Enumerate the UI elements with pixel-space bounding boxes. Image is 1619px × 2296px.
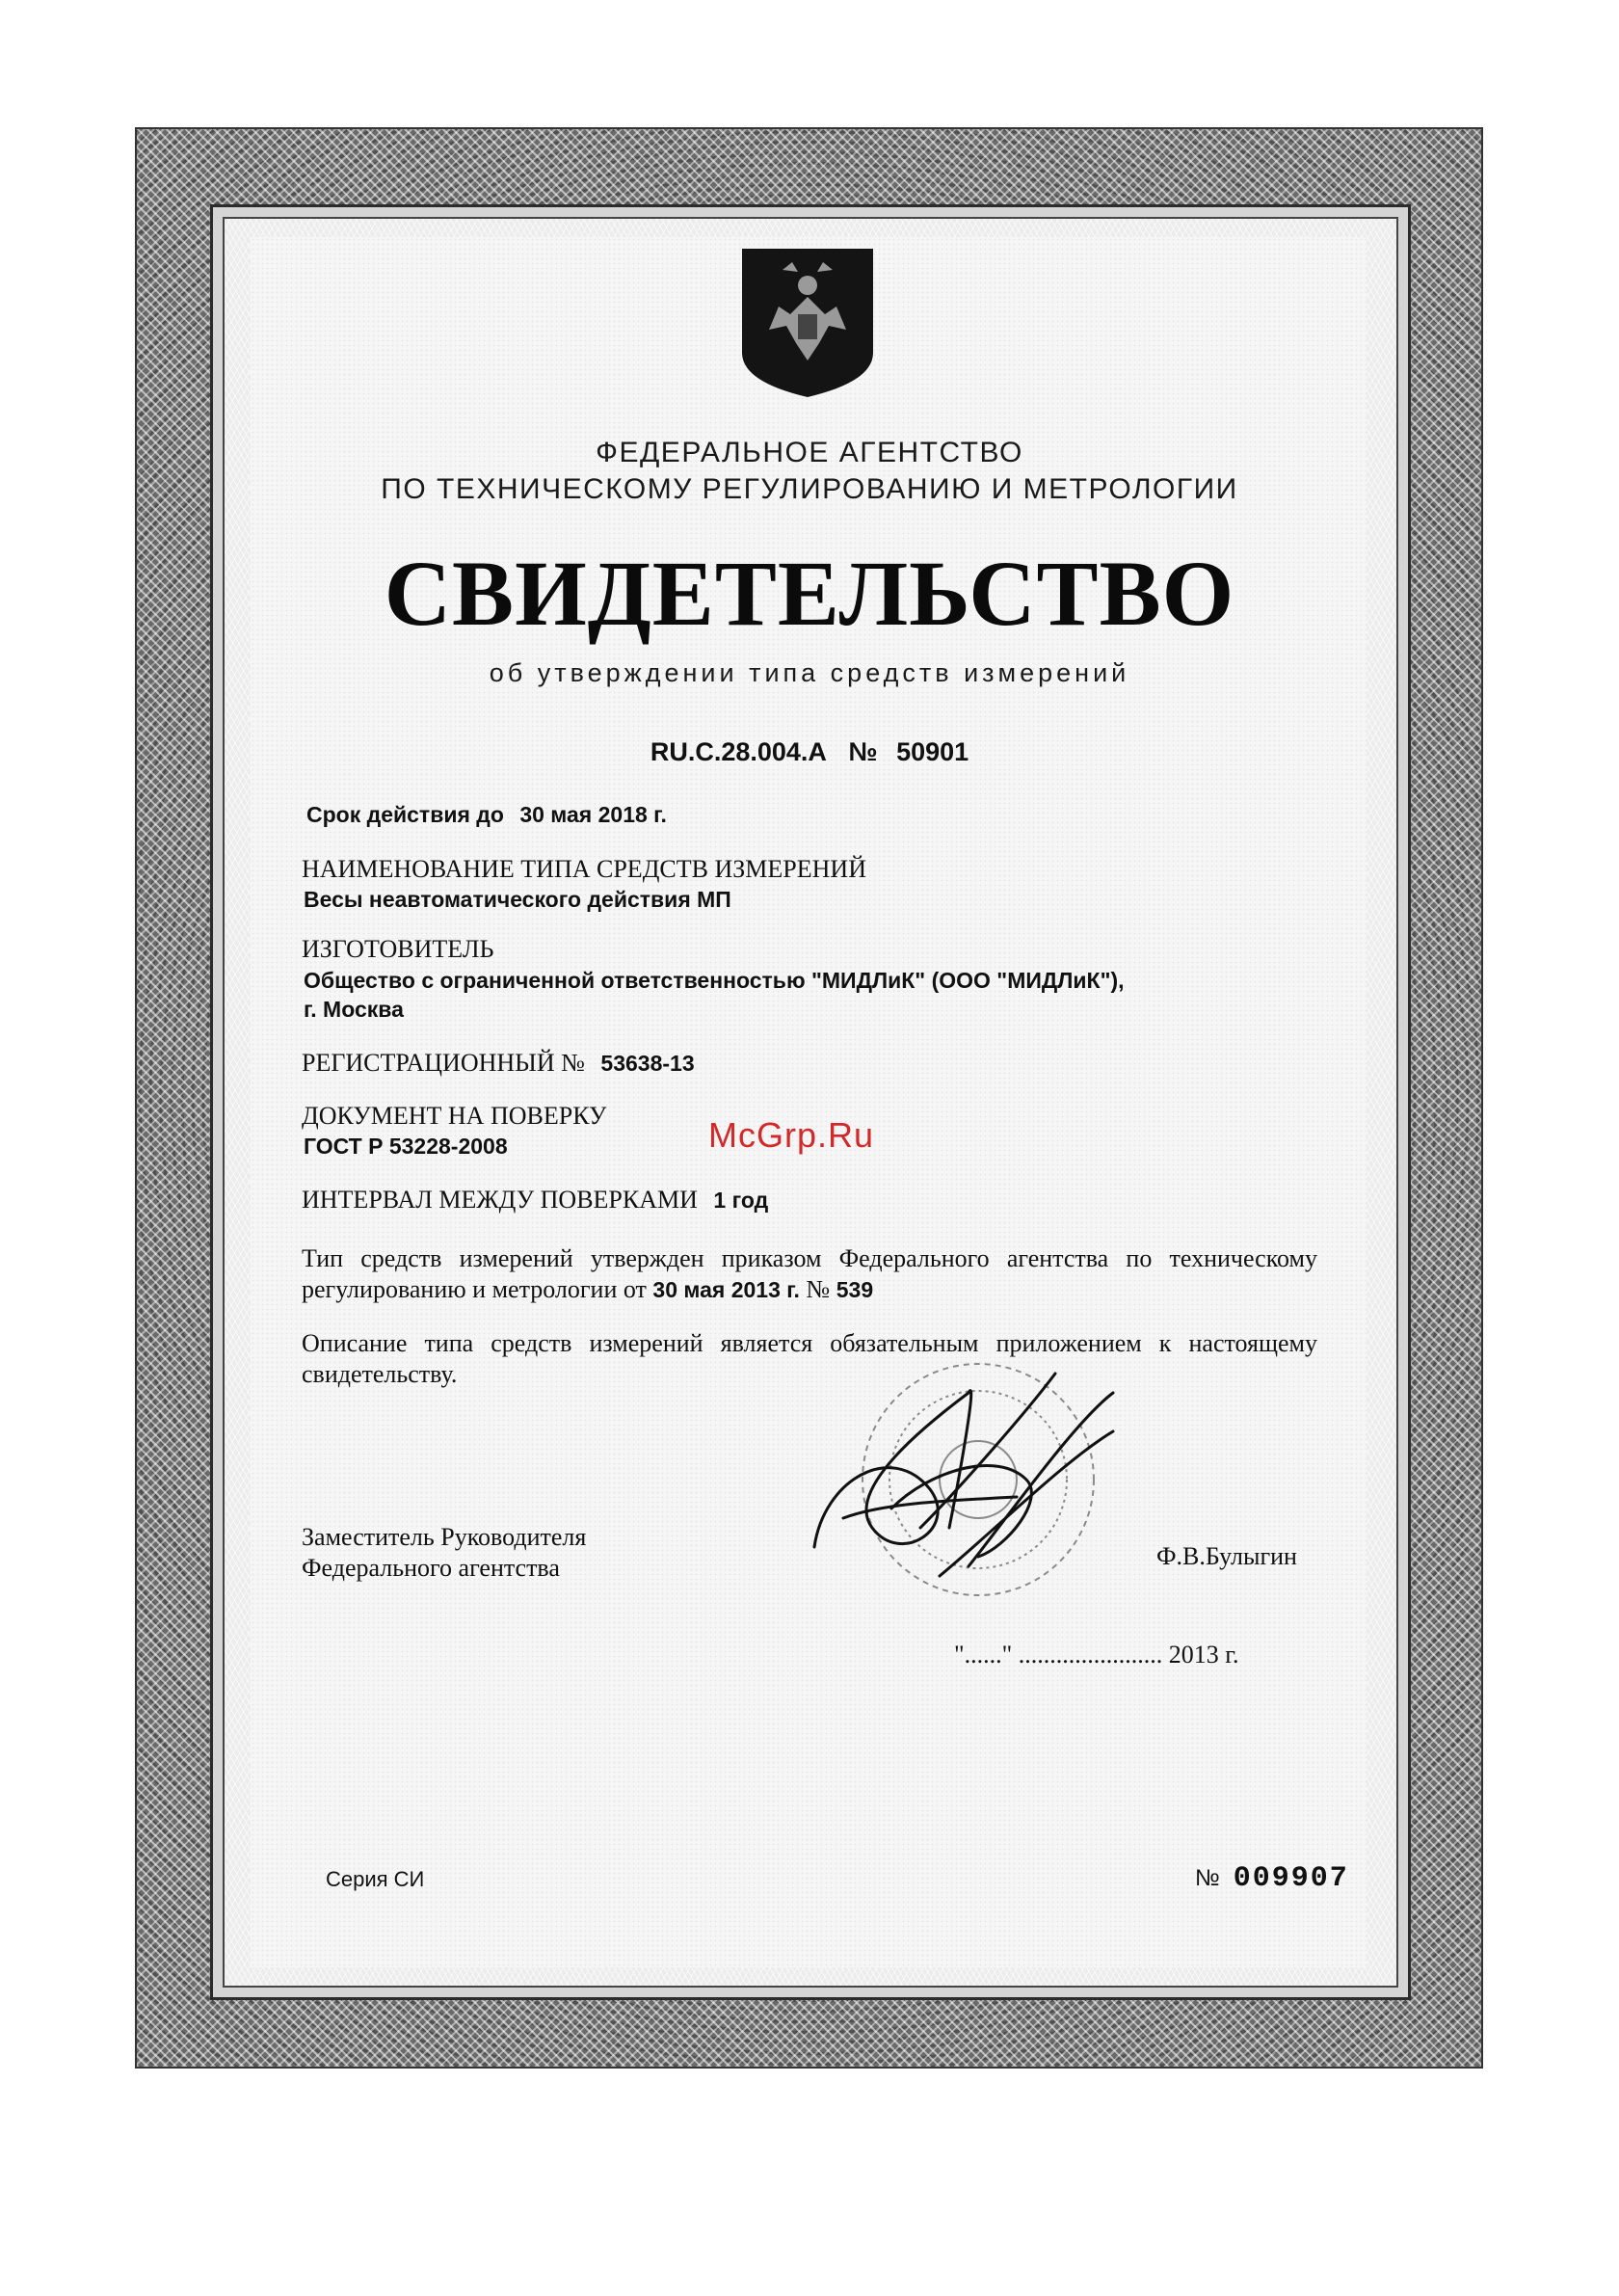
type-name-label: НАИМЕНОВАНИЕ ТИПА СРЕДСТВ ИЗМЕРЕНИЙ bbox=[302, 855, 866, 883]
interval-value: 1 год bbox=[713, 1188, 769, 1213]
certificate-code: RU.C.28.004.A bbox=[650, 737, 826, 766]
signatory-position-line2: Федерального агентства bbox=[302, 1554, 560, 1582]
document-subtitle: об утверждении типа средств измерений bbox=[489, 658, 1130, 687]
approval-date: 30 мая 2013 г. bbox=[652, 1277, 800, 1302]
validity-label: Срок действия до bbox=[306, 802, 504, 827]
verification-doc-value: ГОСТ Р 53228-2008 bbox=[304, 1134, 508, 1159]
coat-of-arms-icon bbox=[740, 247, 875, 399]
series-label: Серия СИ bbox=[326, 1867, 425, 1891]
blank-number bbox=[1195, 1862, 1349, 1895]
watermark: McGrp.Ru bbox=[708, 1115, 875, 1155]
approval-order: 539 bbox=[836, 1277, 874, 1302]
interval-label: ИНТЕРВАЛ МЕЖДУ ПОВЕРКАМИ bbox=[302, 1186, 698, 1214]
manufacturer-label: ИЗГОТОВИТЕЛЬ bbox=[302, 935, 494, 963]
signature-date-line: "......" ....................... 2013 г. bbox=[954, 1641, 1239, 1669]
registration bbox=[302, 1049, 695, 1078]
agency-name-line2: ПО ТЕХНИЧЕСКОМУ РЕГУЛИРОВАНИЮ И МЕТРОЛОГИИ bbox=[381, 473, 1238, 505]
certificate-number-value: 50901 bbox=[896, 737, 969, 766]
validity bbox=[306, 802, 667, 828]
interval bbox=[302, 1186, 768, 1215]
seal-stamp-signature bbox=[785, 1335, 1190, 1634]
signatory-name: Ф.В.Булыгин bbox=[1156, 1542, 1297, 1570]
validity-value: 30 мая 2018 г. bbox=[519, 802, 667, 827]
registration-value: 53638-13 bbox=[600, 1051, 695, 1076]
description-paragraph: Описание типа средств измерений является обязательным приложением к настоящему свидетельству. bbox=[302, 1329, 1317, 1388]
approval-text: Тип средств измерений утвержден приказом Федерального агентства по техническому регулированию и метрологии от bbox=[302, 1244, 1317, 1303]
verification-doc-label: ДОКУМЕНТ НА ПОВЕРКУ bbox=[302, 1102, 607, 1130]
blank-no-sign: № bbox=[1195, 1865, 1220, 1891]
manufacturer-line2: г. Москва bbox=[304, 997, 404, 1022]
certificate-number bbox=[0, 737, 1619, 767]
type-name-value: Весы неавтоматического действия МП bbox=[304, 887, 731, 912]
certificate-no-sign: № bbox=[848, 737, 878, 766]
agency-name-line1: ФЕДЕРАЛЬНОЕ АГЕНТСТВО bbox=[596, 437, 1023, 468]
approval-no-sign: № bbox=[806, 1275, 831, 1303]
document-title: СВИДЕТЕЛЬСТВО bbox=[384, 542, 1235, 645]
blank-number-value: 009907 bbox=[1233, 1862, 1349, 1895]
approval-paragraph bbox=[302, 1243, 1317, 1305]
manufacturer-line1: Общество с ограниченной ответственностью "МИДЛиК" (ООО "МИДЛиК"), bbox=[304, 968, 1125, 993]
signatory-position-line1: Заместитель Руководителя bbox=[302, 1523, 587, 1551]
registration-label: РЕГИСТРАЦИОННЫЙ № bbox=[302, 1049, 585, 1077]
